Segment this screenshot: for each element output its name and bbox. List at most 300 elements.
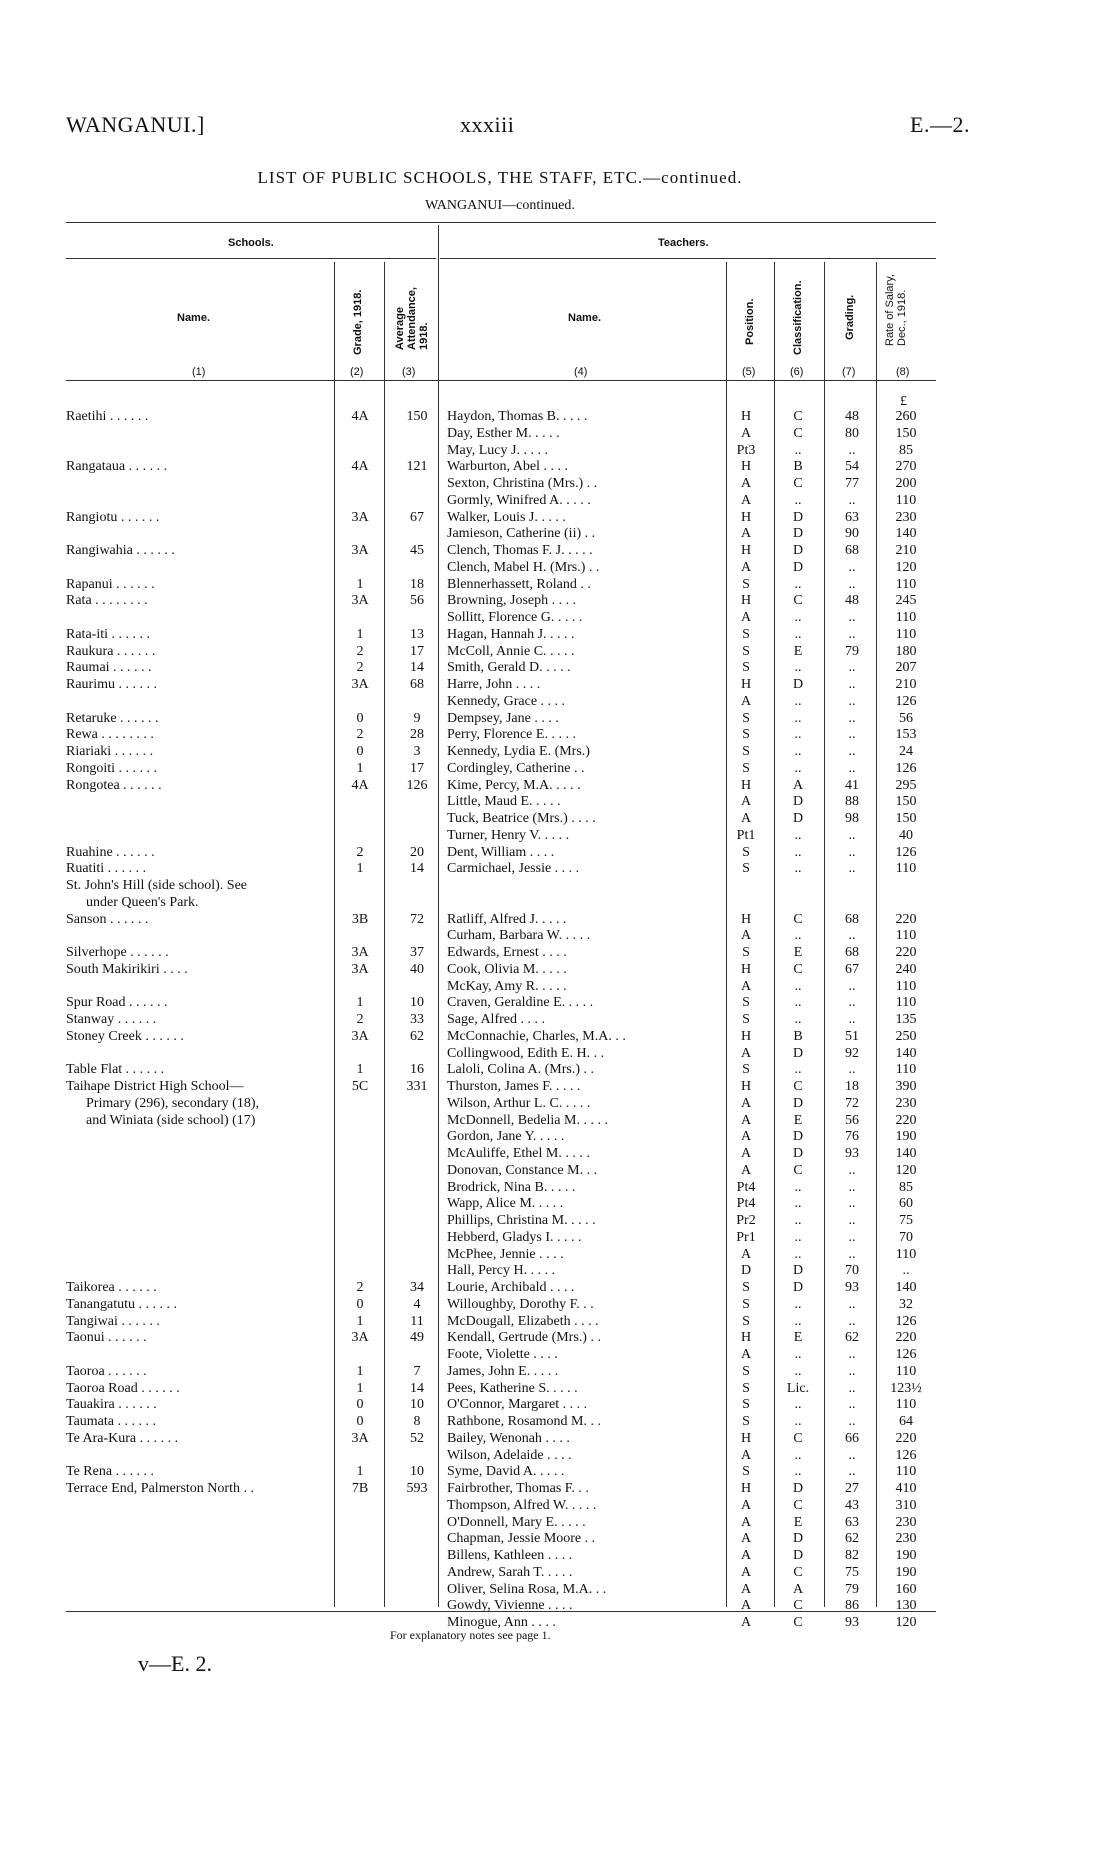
table-row [0,493,1000,509]
school-name-cell: Rangiwahia . . . . . . [66,543,175,558]
school-name-cell: Raetihi . . . . . . [66,409,149,424]
school-name-cell: Rapanui . . . . . . [66,576,155,592]
position-cell: S [742,945,750,960]
teacher-name-cell: Blennerhassett, Roland . . [447,576,591,592]
average-attendance-cell: 9 [413,710,421,726]
position-cell: A [740,1514,752,1530]
classification-cell: C [793,425,803,441]
teacher-name-cell: Little, Maud E. . . . . [447,794,561,810]
position-cell: S [742,1296,750,1312]
table-row [0,593,1000,609]
classification-cell: .. [794,1012,802,1027]
table-row [0,1029,1000,1045]
grading-cell: 18 [845,1079,859,1094]
table-row [0,577,1000,593]
position-cell: Pr2 [736,1213,756,1228]
classification-cell: D [792,794,804,810]
grading-cell: .. [848,928,856,944]
school-name-cell: Ruatiti . . . . . . [66,861,147,877]
grading-cell: .. [848,760,856,776]
teacher-name-cell: Harre, John . . . . [447,677,541,692]
grading-cell: 93 [845,1615,859,1630]
schools-group-header: Schools. [228,237,274,249]
position-cell: H [740,961,752,977]
grade-cell: 2 [356,727,364,743]
grade-cell: 7B [351,1481,369,1496]
grading-cell: 48 [845,409,859,424]
grading-cell: .. [848,610,856,625]
salary-cell: 390 [895,1079,917,1094]
table-row [0,912,1000,928]
table-row [0,727,1000,743]
table-row [0,744,1000,760]
average-attendance-cell: 17 [410,643,424,659]
average-attendance-cell: 11 [410,1313,424,1329]
average-attendance-cell: 34 [410,1280,424,1295]
school-name-cell: Sanson . . . . . . [66,911,149,927]
classification-cell: D [792,1129,804,1145]
school-name-cell: Raumai . . . . . . [66,660,152,676]
table-row [0,761,1000,777]
table-head-rule [66,380,936,381]
position-cell: A [740,1162,752,1178]
position-cell: Pr1 [736,1229,756,1245]
position-cell: A [740,1447,752,1463]
table-row [0,1364,1000,1380]
teacher-name-cell: Syme, David A. . . . . [447,1464,565,1480]
school-name-cell: Raurimu . . . . . . [66,677,157,692]
grading-cell: 98 [845,811,859,826]
col-number: (2) [350,366,364,378]
classification-cell: .. [794,1313,802,1329]
salary-cell: 295 [895,777,917,793]
table-row [0,995,1000,1011]
grade-cell: 1 [356,995,364,1011]
classification-cell: .. [794,861,802,877]
teacher-name-cell: Edwards, Ernest . . . . [447,945,567,960]
position-cell: S [742,1062,750,1078]
average-attendance-cell: 45 [410,543,424,558]
grading-cell: 68 [845,543,859,558]
table-row [0,476,1000,492]
classification-cell: .. [794,1179,802,1195]
col-number: (5) [742,366,756,378]
teacher-name-cell: Sollitt, Florence G. . . . . [447,610,583,625]
salary-cell: 126 [895,693,917,709]
teacher-name-cell: Gowdy, Vivienne . . . . [447,1598,573,1614]
school-name-cell: Taoroa Road . . . . . . [66,1380,180,1396]
classification-cell: .. [794,995,802,1011]
classification-cell: .. [794,744,802,759]
grading-cell: .. [848,1012,856,1027]
position-cell: S [742,995,750,1011]
grading-cell: 68 [845,945,859,960]
table-row [0,1498,1000,1514]
average-attendance-cell: 593 [406,1481,428,1496]
salary-cell: 110 [895,1397,917,1413]
teacher-name-cell: McDougall, Elizabeth . . . . [447,1313,599,1329]
school-name-cell: Spur Road . . . . . . [66,995,168,1011]
teacher-name-cell: Donovan, Constance M. . . [447,1162,598,1178]
classification-cell: .. [794,844,802,860]
signature-mark: v—E. 2. [138,1651,212,1676]
classification-cell: D [792,1045,804,1061]
salary-cell: 410 [895,1481,917,1496]
classification-cell: D [792,1280,804,1295]
header-right: E.—2. [910,112,970,137]
position-cell: A [740,1548,752,1563]
col-number: (4) [574,366,588,378]
table-row [0,610,1000,626]
salary-cell: 110 [895,995,917,1011]
position-cell: S [742,1012,750,1027]
school-name-cell: Table Flat . . . . . . [66,1062,165,1078]
teacher-name-cell: O'Connor, Margaret . . . . [447,1397,588,1413]
table-row [0,845,1000,861]
grade-cell: 2 [356,1280,364,1295]
salary-cell: 230 [895,1514,917,1530]
table-row [0,627,1000,643]
position-cell: S [742,727,750,743]
position-cell: H [740,459,752,475]
classification-cell: D [792,509,804,525]
salary-cell: 126 [895,1347,917,1362]
school-name-cell: Rangataua . . . . . . [66,459,168,475]
salary-cell: 140 [895,1146,917,1161]
teacher-name-cell: McColl, Annie C. . . . . [447,643,575,659]
grade-cell: 4A [351,459,369,475]
salary-cell: 190 [895,1564,917,1580]
school-name-cell: Rewa . . . . . . . . [66,727,154,743]
grade-cell: 4A [351,409,369,424]
grade-cell: 0 [356,1296,364,1312]
position-cell: A [740,1615,752,1630]
school-name-cell: Rongoiti . . . . . . [66,760,158,776]
classification-cell: D [792,677,804,692]
table-row [0,510,1000,526]
grade-cell: 3A [351,945,369,960]
teacher-name-cell: Tuck, Beatrice (Mrs.) . . . . [447,811,596,826]
table-row [0,694,1000,710]
position-cell: S [742,1280,750,1295]
classification-cell: .. [794,492,802,508]
table-row [0,828,1000,844]
teacher-name-cell: May, Lucy J. . . . . [447,442,548,458]
teacher-name-cell: McKay, Amy R. . . . . [447,978,567,994]
grading-cell: 27 [845,1481,859,1496]
grading-cell: .. [848,1464,856,1480]
classification-cell: .. [794,827,802,843]
classification-cell: .. [794,693,802,709]
grade-cell: 1 [356,1062,364,1078]
school-name-cell: Tauakira . . . . . . [66,1397,157,1413]
average-attendance-cell: 16 [410,1062,424,1078]
salary-cell: 64 [899,1414,913,1429]
grading-cell: 76 [845,1129,859,1145]
table-row [0,1548,1000,1564]
col-number: (3) [402,366,416,378]
classification-cell: .. [794,760,802,776]
table-row [0,1330,1000,1346]
average-attendance-cell: 10 [410,995,424,1011]
col-number: (6) [790,366,804,378]
table-row [0,928,1000,944]
school-name-cell: Silverhope . . . . . . [66,945,169,960]
teacher-name-cell: Kendall, Gertrude (Mrs.) . . [447,1330,601,1346]
average-attendance-cell: 14 [410,660,424,676]
table-row [0,711,1000,727]
teacher-name-cell: Dent, William . . . . [447,844,555,860]
grading-cell: .. [848,626,856,642]
classification-header: Classification. [792,280,804,355]
position-cell: Pt3 [736,442,756,458]
position-cell: S [742,760,750,776]
teacher-name-cell: Carmichael, Jessie . . . . [447,861,580,877]
teacher-name-cell: Collingwood, Edith E. H. . . [447,1045,605,1061]
grade-cell: 0 [356,1414,364,1429]
teacher-name-cell: McConnachie, Charles, M.A. . . [447,1028,626,1044]
table-row [0,1163,1000,1179]
table-row [0,543,1000,559]
classification-cell: C [793,1430,803,1446]
classification-cell: C [793,1162,803,1178]
classification-cell: C [793,1497,803,1513]
position-cell: H [740,509,752,525]
position-cell: A [740,476,752,491]
currency-symbol: £ [900,394,907,409]
classification-cell: .. [794,928,802,944]
classification-cell: D [792,1263,804,1279]
position-cell: A [740,526,752,542]
teacher-name-cell: Hall, Percy H. . . . . [447,1263,556,1279]
grading-header: Grading. [844,294,856,340]
teacher-name-cell: Thurston, James F. . . . . [447,1079,581,1094]
teacher-name-cell: Clench, Thomas F. J. . . . . [447,543,593,558]
classification-cell: C [793,409,803,424]
school-name-cell: Taihape District High School— [66,1079,244,1094]
grade-cell: 1 [356,576,364,592]
classification-cell: .. [794,1229,802,1245]
grading-cell: .. [848,660,856,676]
grading-cell: .. [848,1213,856,1228]
average-attendance-cell: 14 [410,1380,424,1396]
table-row [0,794,1000,810]
teacher-name-cell: Hebberd, Gladys I. . . . . [447,1229,582,1245]
table-row [0,1481,1000,1497]
salary-cell: 120 [895,559,917,575]
school-name-cell: Taumata . . . . . . [66,1414,156,1429]
position-cell: A [740,811,752,826]
classification-cell: B [793,459,803,475]
position-cell: S [742,1363,750,1379]
average-attendance-cell: 150 [406,409,428,424]
grading-cell: .. [848,827,856,843]
table-row [0,644,1000,660]
position-cell: S [742,710,750,726]
grading-cell: 93 [845,1280,859,1295]
teacher-name-cell: Cordingley, Catherine . . [447,760,585,776]
grading-cell: .. [848,1196,856,1212]
position-cell: S [742,660,750,676]
classification-cell: .. [794,1196,802,1212]
grading-cell: .. [848,693,856,709]
table-row [0,560,1000,576]
teacher-name-cell: Wapp, Alice M. . . . . [447,1196,564,1212]
table-row [0,1230,1000,1246]
grading-cell: .. [848,1246,856,1262]
position-cell: S [742,626,750,642]
classification-cell: .. [794,660,802,676]
position-cell: H [740,911,752,927]
salary-cell: 210 [895,677,917,692]
classification-cell: B [793,1028,803,1044]
table-row [0,409,1000,425]
position-cell: A [740,1129,752,1145]
school-name-cell: Rata-iti . . . . . . [66,626,150,642]
page-title: LIST OF PUBLIC SCHOOLS, THE STAFF, ETC.—continued. [257,168,743,187]
average-attendance-cell: 68 [410,677,424,692]
classification-cell: Lic. [786,1380,810,1396]
classification-cell: D [792,1481,804,1496]
teacher-name-cell: Pees, Katherine S. . . . . [447,1380,578,1396]
grading-cell: .. [848,677,856,692]
table-row [0,1414,1000,1430]
classification-cell: .. [794,1296,802,1312]
salary-cell: 250 [895,1028,917,1044]
page-subtitle: WANGANUI—continued. [425,198,575,213]
salary-cell: 126 [895,1447,917,1463]
teacher-name-cell: Haydon, Thomas B. . . . . [447,409,588,424]
grading-cell: 90 [845,526,859,542]
table-row [0,1582,1000,1598]
classification-cell: .. [794,576,802,592]
salary-cell: 270 [895,459,917,475]
table-row [0,1263,1000,1279]
grading-cell: 63 [845,509,859,525]
position-cell: S [742,1380,750,1396]
grading-cell: .. [848,559,856,575]
teacher-name-cell: McAuliffe, Ethel M. . . . . [447,1146,590,1161]
salary-cell: 40 [899,827,913,843]
classification-cell: .. [794,727,802,743]
teacher-name-cell: Sage, Alfred . . . . [447,1012,545,1027]
salary-cell: 126 [895,760,917,776]
salary-cell: 85 [899,442,913,458]
salary-cell: 210 [895,543,917,558]
grading-cell: .. [848,1363,856,1379]
grading-cell: .. [848,1397,856,1413]
classification-cell: D [792,1531,804,1547]
salary-cell: 230 [895,1531,917,1547]
grading-cell: 77 [845,476,859,491]
teacher-name-cell: Willoughby, Dorothy F. . . [447,1296,594,1312]
teacher-name-cell: Dempsey, Jane . . . . [447,710,559,726]
salary-cell: 190 [895,1129,917,1145]
salary-cell: 32 [899,1296,913,1312]
teacher-name-cell: Chapman, Jessie Moore . . [447,1531,596,1547]
salary-cell: 126 [895,844,917,860]
average-attendance-cell: 10 [410,1464,424,1480]
salary-cell: 126 [895,1313,917,1329]
grading-cell: .. [848,492,856,508]
grade-cell: 1 [356,1464,364,1480]
page-number: xxxiii [460,112,515,137]
position-cell: S [742,643,750,659]
classification-cell: A [792,1581,804,1597]
grading-cell: 66 [845,1430,859,1446]
position-cell: S [742,576,750,592]
position-cell: S [742,1397,750,1413]
salary-cell: 110 [895,610,917,625]
position-header: Position. [744,298,756,345]
table-row [0,1062,1000,1078]
grading-cell: .. [848,710,856,726]
salary-cell: 245 [895,593,917,609]
salary-cell: 220 [895,1430,917,1446]
position-cell: A [740,610,752,625]
teacher-name-cell: Brodrick, Nina B. . . . . [447,1179,576,1195]
grade-cell: 1 [356,1380,364,1396]
classification-cell: D [792,1548,804,1563]
grading-cell: 43 [845,1497,859,1513]
school-name-cell: Rangiotu . . . . . . [66,509,160,525]
table-row [0,1180,1000,1196]
school-name-cell: Stoney Creek . . . . . . [66,1028,184,1044]
classification-cell: C [793,476,803,491]
teacher-name-cell: Phillips, Christina M. . . . . [447,1213,596,1228]
grade-cell: 3B [351,911,369,927]
table-row [0,1448,1000,1464]
classification-cell: D [792,811,804,826]
teacher-name-cell: Foote, Violette . . . . [447,1347,558,1362]
teacher-name-cell: O'Donnell, Mary E. . . . . [447,1514,586,1530]
classification-cell: E [793,1330,803,1346]
school-name-header: Name. [177,312,211,324]
grading-cell: 79 [845,643,859,659]
average-attendance-cell: 33 [410,1012,424,1027]
classification-cell: D [792,526,804,542]
grading-cell: .. [848,727,856,743]
salary-cell: 180 [895,643,917,659]
salary-cell: 56 [899,710,913,726]
teacher-name-cell: Walker, Louis J. . . . . [447,509,566,525]
school-name-cell: Taonui . . . . . . [66,1330,147,1346]
teacher-name-cell: Browning, Joseph . . . . [447,593,577,609]
table-row [0,1397,1000,1413]
salary-cell: 310 [895,1497,917,1513]
table-row [0,1381,1000,1397]
table-row [0,443,1000,459]
position-cell: Pt4 [736,1179,756,1195]
position-cell: S [742,1464,750,1480]
teacher-name-cell: Oliver, Selina Rosa, M.A. . . [447,1581,607,1597]
grading-cell: 68 [845,911,859,927]
table-row [0,1347,1000,1363]
table-row [0,861,1000,877]
teacher-name-cell: Laloli, Colina A. (Mrs.) . . [447,1062,594,1078]
table-row [0,1565,1000,1581]
school-name-cell: Tanangatutu . . . . . . [66,1296,177,1312]
salary-cell: 110 [895,492,917,508]
school-name-cell: Primary (296), secondary (18), [86,1095,260,1111]
grading-cell: 79 [845,1581,859,1597]
school-name-cell: Rongotea . . . . . . [66,777,162,793]
average-attendance-cell: 17 [410,760,424,776]
salary-cell: 153 [895,727,917,743]
grade-cell: 2 [356,643,364,659]
table-row [0,1012,1000,1028]
grading-cell: .. [848,744,856,759]
